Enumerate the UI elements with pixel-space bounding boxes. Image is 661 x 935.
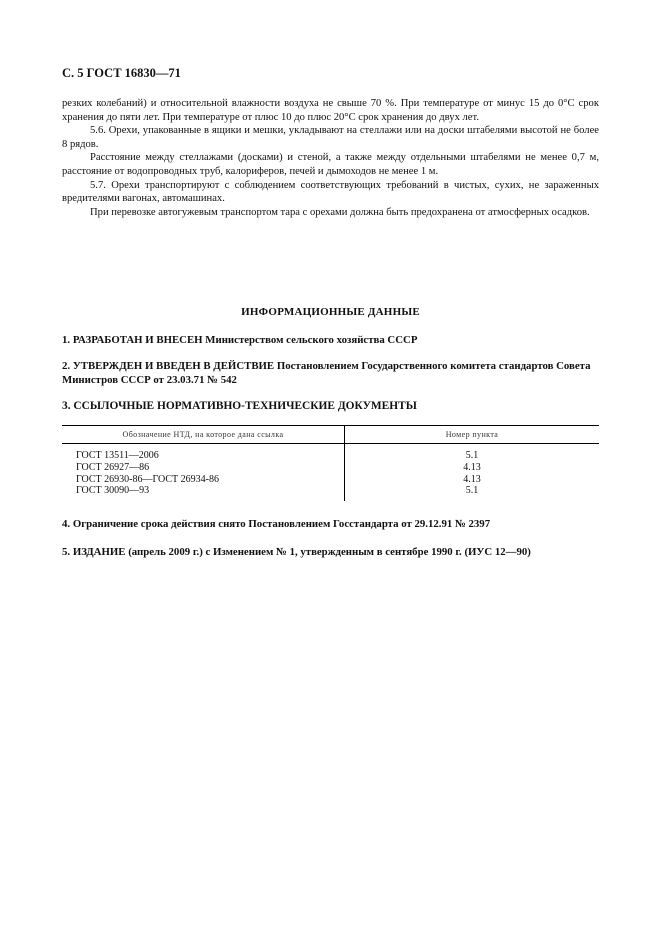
table-row	[62, 485, 599, 501]
paragraph-distance: Расстояние между стеллажами (досками) и стеной, а также между отдельными штабелями не менее 0,7 м, расстояние от водопроводных труб, калориферов, печей и дымоходов не менее 1 м.	[62, 152, 599, 177]
table-cell-designation: ГОСТ 26927—86	[62, 462, 345, 474]
table-row	[62, 462, 599, 474]
info-heading: ИНФОРМАЦИОННЫЕ ДАННЫЕ	[241, 306, 420, 318]
item-text: Ограничение срока действия снято Постановлением Госстандарта от 29.12.91 № 2397	[72, 518, 491, 530]
item-number: 5.	[62, 546, 71, 558]
table-row	[62, 444, 599, 462]
column-header-designation: Обозначение НТД, на которое дана ссылка	[62, 426, 345, 444]
item-number: 4.	[62, 518, 71, 530]
info-item-3	[62, 400, 599, 414]
reference-table	[62, 425, 599, 501]
info-item-1	[62, 334, 599, 348]
table-cell-clause: 5.1	[465, 450, 479, 461]
item-number: 3.	[62, 400, 71, 412]
table-cell-designation: ГОСТ 30090—93	[62, 485, 345, 501]
table-cell-clause: 4.13	[463, 461, 481, 473]
info-item-5	[62, 546, 599, 560]
item-text: (апрель 2009 г.) с Изменением № 1, утвержденным в сентябре 1990 г. (ИУС 12—90)	[128, 546, 531, 558]
item-lead: ССЫЛОЧНЫЕ НОРМАТИВНО-ТЕХНИЧЕСКИЕ ДОКУМЕНТЫ	[73, 400, 417, 412]
paragraph-5-7: 5.7. Орехи транспортируют с соблюдением соответствующих требований в чистых, сухих, не зараженных вредителями вагонах, автомашинах.	[62, 179, 599, 205]
column-header-clause: Номер пункта	[345, 426, 600, 444]
info-item-4	[62, 518, 599, 532]
item-text: Министерством сельского хозяйства СССР	[205, 334, 418, 346]
table-cell-clause: 5.1	[465, 485, 479, 497]
table-cell-clause: 4.13	[463, 473, 481, 485]
item-number: 1.	[62, 334, 71, 346]
item-lead: УТВЕРЖДЕН И ВВЕДЕН В ДЕЙСТВИЕ	[72, 360, 275, 372]
paragraph-5-6: 5.6. Орехи, упакованные в ящики и мешки, укладывают на стеллажи или на доски штабелями высотой не более 8 рядов.	[62, 125, 599, 150]
paragraph-transport: При перевозке автогужевым транспортом тара с орехами должна быть предохранена от атмосферных осадков.	[90, 206, 590, 218]
item-number: 2.	[62, 360, 71, 372]
table-cell-designation: ГОСТ 13511—2006	[62, 444, 345, 462]
item-text: Постановлением Государственного комитета стандартов Совета Министров СССР от 23.03.71 № 542	[62, 360, 591, 386]
item-lead: ИЗДАНИЕ	[72, 546, 126, 558]
paragraph-continuation: резких колебаний) и относительной влажности воздуха не свыше 70 %. При температуре от минус 15 до 0°С срок хранения до пяти лет. При температуре от плюс 10 до плюс 20°С срок хранения до двух лет.	[62, 98, 599, 123]
storage-text-block	[62, 97, 599, 219]
info-item-2	[62, 360, 602, 387]
table-cell-designation: ГОСТ 26930-86—ГОСТ 26934-86	[62, 474, 345, 486]
table-row	[62, 474, 599, 486]
item-lead: РАЗРАБОТАН И ВНЕСЕН	[72, 334, 203, 346]
page-header: С. 5 ГОСТ 16830—71	[62, 66, 181, 80]
